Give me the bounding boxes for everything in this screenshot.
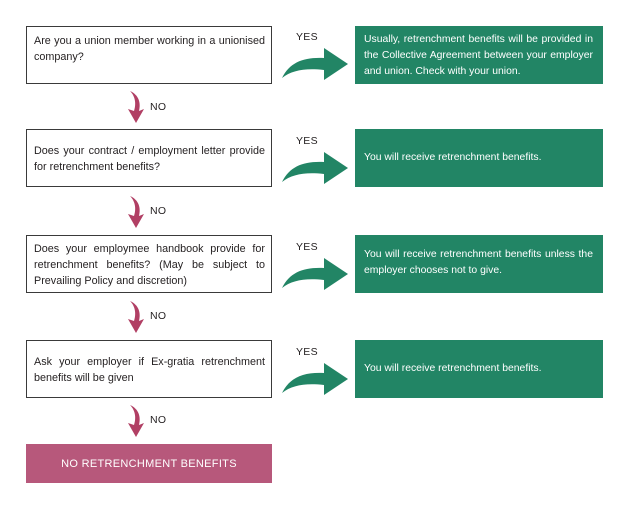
answer-box-receive-benefits	[355, 340, 603, 398]
yes-arrow-icon	[278, 355, 350, 401]
yes-arrow-icon	[278, 250, 350, 296]
answer-text: You will receive retrenchment benefits unless the employer chooses not to give.	[364, 249, 593, 276]
no-arrow-icon	[124, 299, 146, 335]
yes-label: YES	[296, 31, 318, 43]
no-label: NO	[150, 101, 167, 113]
answer-box-collective-agreement	[355, 26, 603, 84]
final-result-box	[26, 444, 272, 483]
question-text: Does your contract / employment letter provide for retrenchment benefits?	[34, 145, 265, 173]
answer-box-unless-employer	[355, 235, 603, 293]
question-text: Are you a union member working in a unionised company?	[34, 35, 265, 63]
no-label: NO	[150, 414, 167, 426]
question-box-union-member	[26, 26, 272, 84]
yes-arrow-icon	[278, 144, 350, 190]
no-label: NO	[150, 310, 167, 322]
no-arrow-icon	[124, 403, 146, 439]
yes-label: YES	[296, 241, 318, 253]
answer-box-receive-benefits	[355, 129, 603, 187]
question-text: Ask your employer if Ex-gratia retrenchment benefits will be given	[34, 356, 265, 384]
answer-text: Usually, retrenchment benefits will be provided in the Collective Agreement between your employer and union. Check with your union.	[364, 34, 593, 77]
answer-text: You will receive retrenchment benefits.	[364, 152, 542, 163]
answer-text: You will receive retrenchment benefits.	[364, 363, 542, 374]
yes-label: YES	[296, 135, 318, 147]
final-result-text: NO RETRENCHMENT BENEFITS	[61, 457, 237, 470]
question-box-ex-gratia	[26, 340, 272, 398]
yes-arrow-icon	[278, 40, 350, 86]
no-label: NO	[150, 205, 167, 217]
yes-label: YES	[296, 346, 318, 358]
no-arrow-icon	[124, 89, 146, 125]
no-arrow-icon	[124, 194, 146, 230]
question-box-contract	[26, 129, 272, 187]
question-box-handbook	[26, 235, 272, 293]
question-text: Does your employmee handbook provide for retrenchment benefits? (May be subject to Prevailing Policy and discretion)	[34, 243, 265, 287]
